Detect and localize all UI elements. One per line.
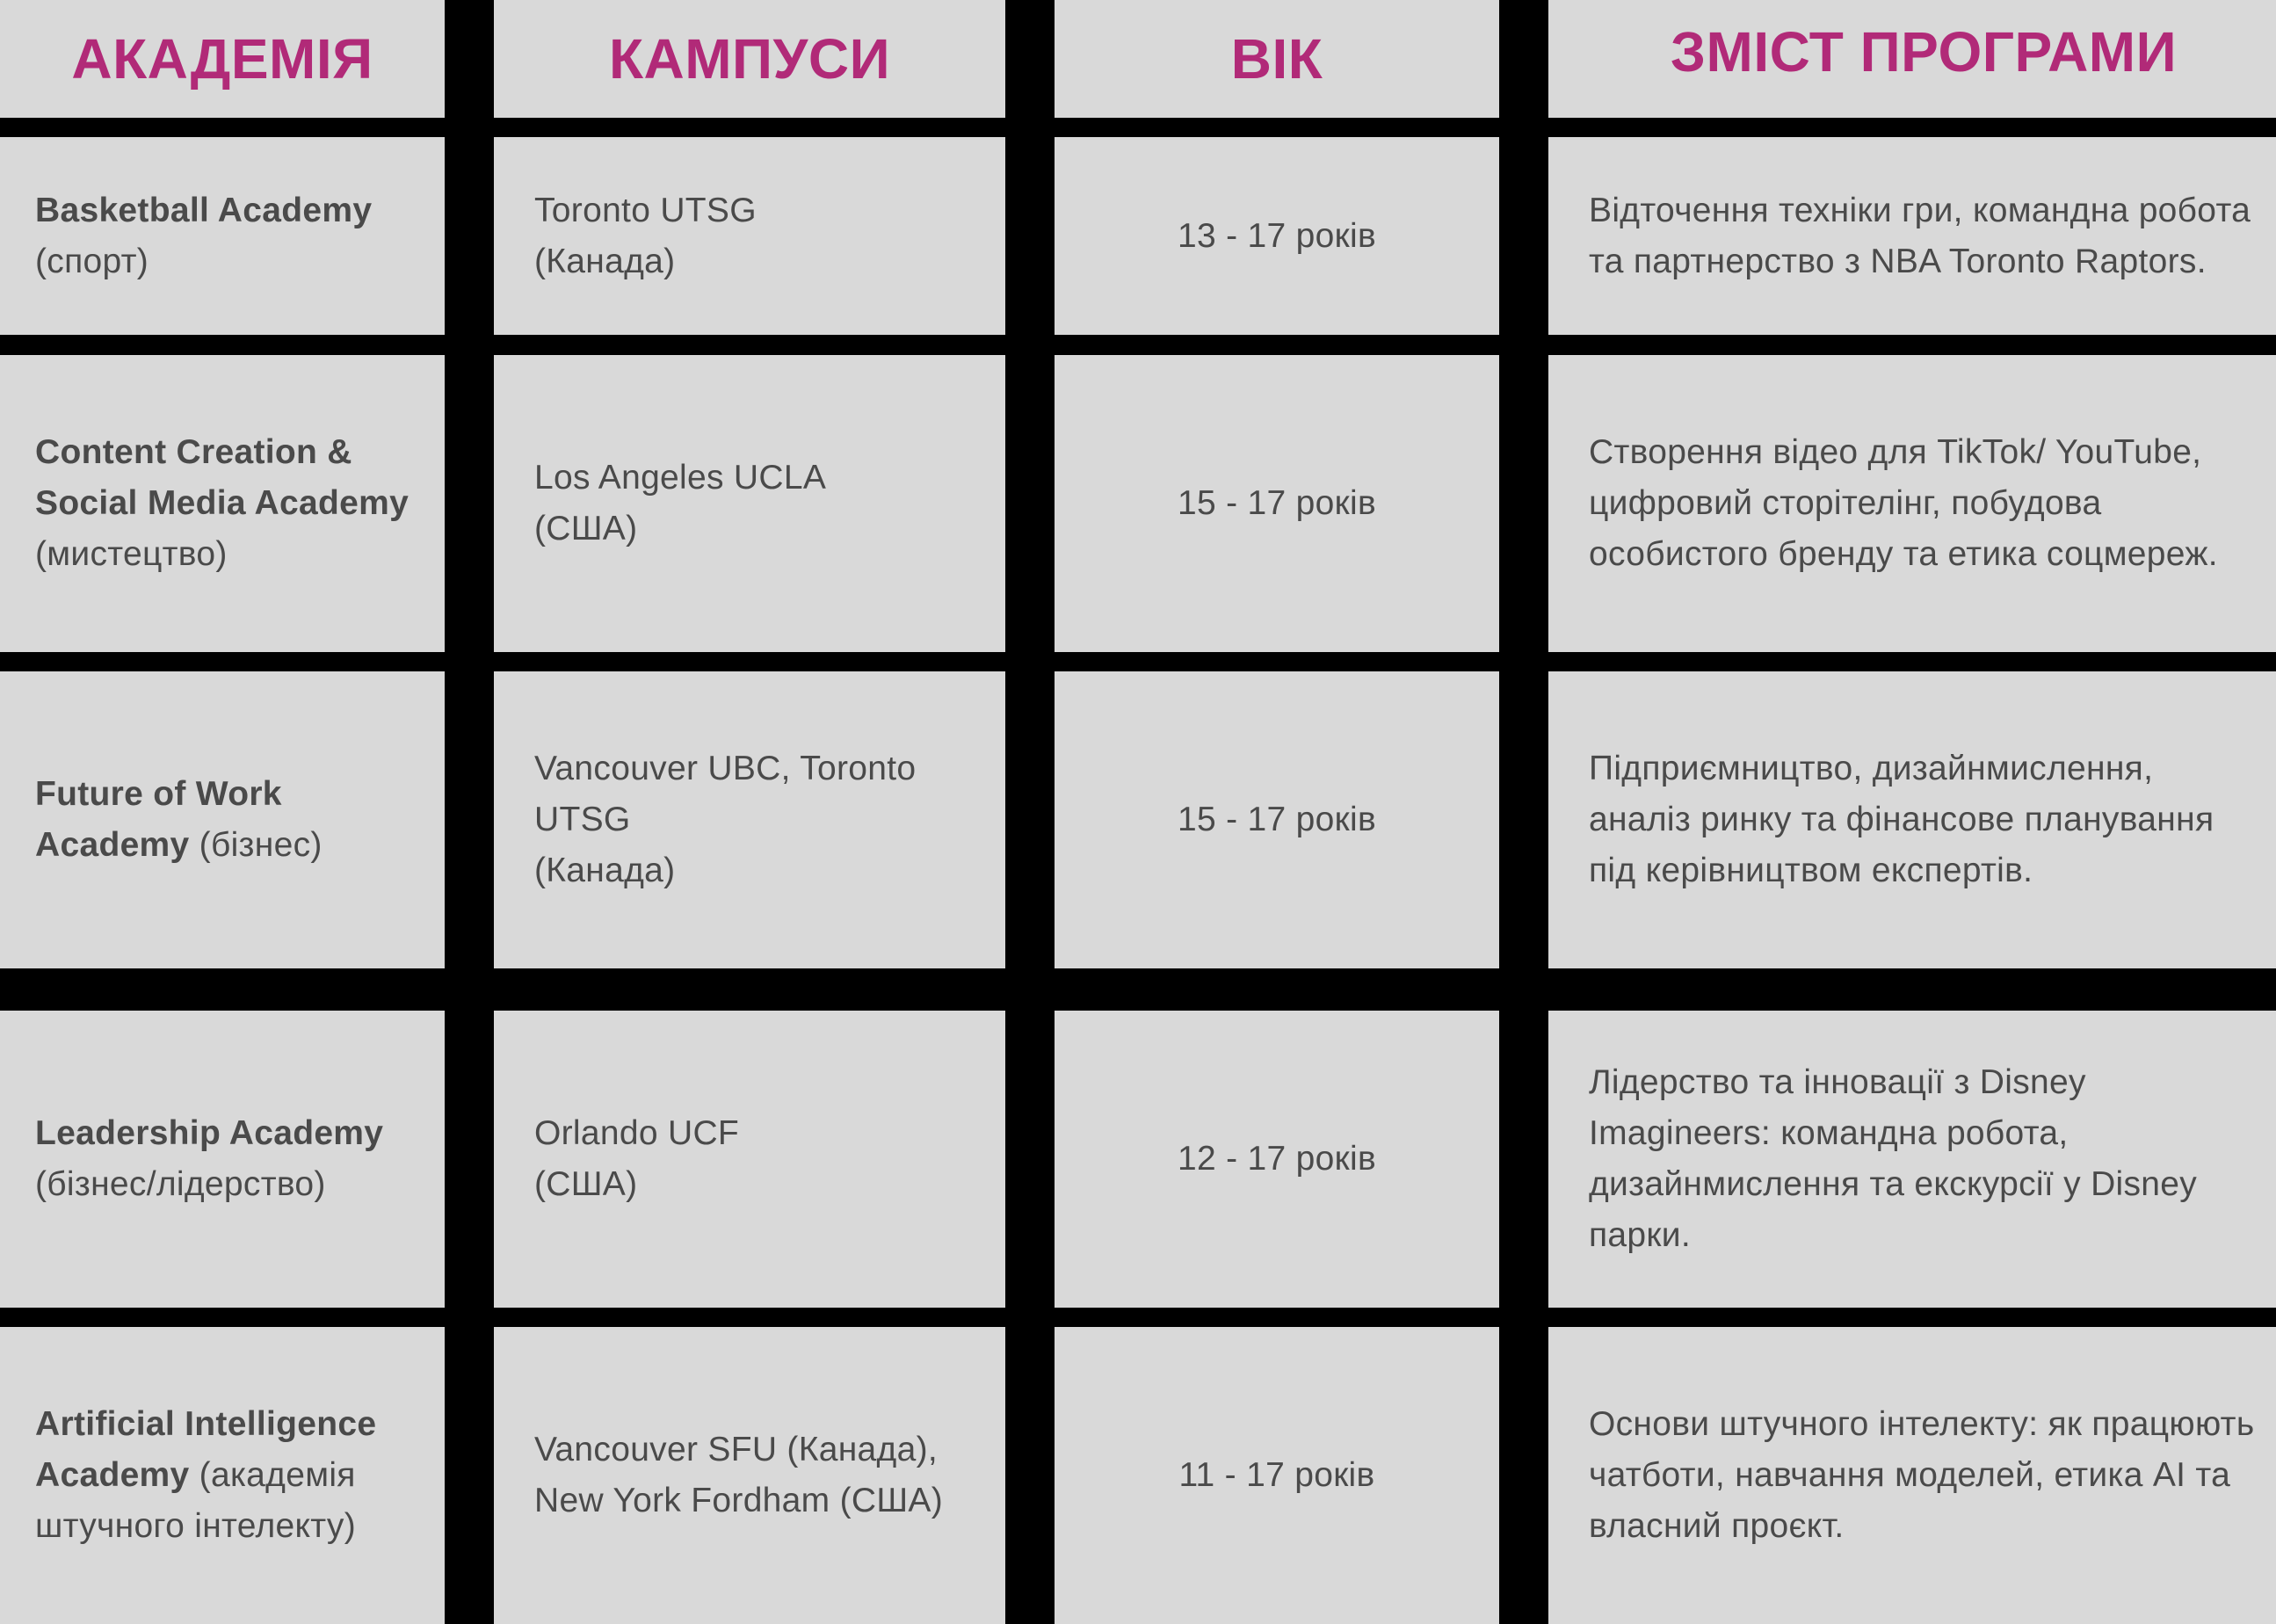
table-row-3-content: Підприємництво, дизайнмислення, аналіз ринку та фінансове планування під керівництвом експертів.	[1548, 671, 2276, 968]
campus-country: (США)	[534, 1165, 638, 1203]
table-row-5-content: Основи штучного інтелекту: як працюють чатботи, навчання моделей, етика AI та власний проєкт.	[1548, 1327, 2276, 1624]
header-program-content: ЗМІСТ ПРОГРАМИ	[1548, 0, 2276, 118]
table-row-2-content: Створення відео для TikTok/ YouTube, цифровий сторітелінг, побудова особистого бренду та етика соцмереж.	[1548, 355, 2276, 652]
academy-name: Leadership Academy	[35, 1114, 384, 1152]
table-row-5-campus	[494, 1327, 1005, 1624]
campus-country: (Канада)	[534, 242, 676, 280]
table-row-4-content: Лідерство та інновації з Disney Imagineers: командна робота, дизайнмислення та екскурсії у Disney парки.	[1548, 1011, 2276, 1308]
campus-location: Vancouver UBC, Toronto UTSG	[534, 750, 917, 838]
academy-name: Artificial Intelligence Academy	[35, 1405, 377, 1494]
table-row-3-age: 15 - 17 років	[1055, 671, 1499, 968]
academy-category: (спорт)	[35, 242, 149, 280]
academy-name: Basketball Academy	[35, 191, 373, 229]
academy-name: Future of Work Academy	[35, 775, 282, 864]
academy-category: (бізнес)	[199, 826, 323, 864]
header-campuses: КАМПУСИ	[494, 0, 1005, 118]
table-row-2-campus	[494, 355, 1005, 652]
academy-name: Content Creation & Social Media Academy	[35, 433, 410, 522]
campus-location: Orlando UCF	[534, 1114, 740, 1152]
campus-location: Toronto UTSG	[534, 191, 757, 229]
campus-location: Los Angeles UCLA	[534, 459, 827, 497]
campus-location: Vancouver SFU (Канада),	[534, 1431, 939, 1468]
table-row-3-campus	[494, 671, 1005, 968]
table-row-3-academy	[0, 671, 445, 968]
campus-country: (США)	[534, 510, 638, 547]
table-row-4-academy	[0, 1011, 445, 1308]
campus-country: (Канада)	[534, 852, 676, 889]
academy-category: (мистецтво)	[35, 535, 228, 573]
header-academy: АКАДЕМІЯ	[0, 0, 445, 118]
table-row-4-age: 12 - 17 років	[1055, 1011, 1499, 1308]
table-row-5-age: 11 - 17 років	[1055, 1327, 1499, 1624]
table-row-4-campus	[494, 1011, 1005, 1308]
table-row-1-age: 13 - 17 років	[1055, 137, 1499, 335]
academy-category: (бізнес/лідерство)	[35, 1165, 326, 1203]
table-row-1-content: Відточення техніки гри, командна робота та партнерство з NBA Toronto Raptors.	[1548, 137, 2276, 335]
table-row-2-academy	[0, 355, 445, 652]
academy-category: (академія штучного інтелекту)	[35, 1456, 356, 1545]
table-row-5-academy	[0, 1327, 445, 1624]
table-row-1-academy	[0, 137, 445, 335]
campus-country: New York Fordham (США)	[534, 1482, 943, 1519]
header-age: ВІК	[1055, 0, 1499, 118]
table-row-1-campus	[494, 137, 1005, 335]
table-row-2-age: 15 - 17 років	[1055, 355, 1499, 652]
